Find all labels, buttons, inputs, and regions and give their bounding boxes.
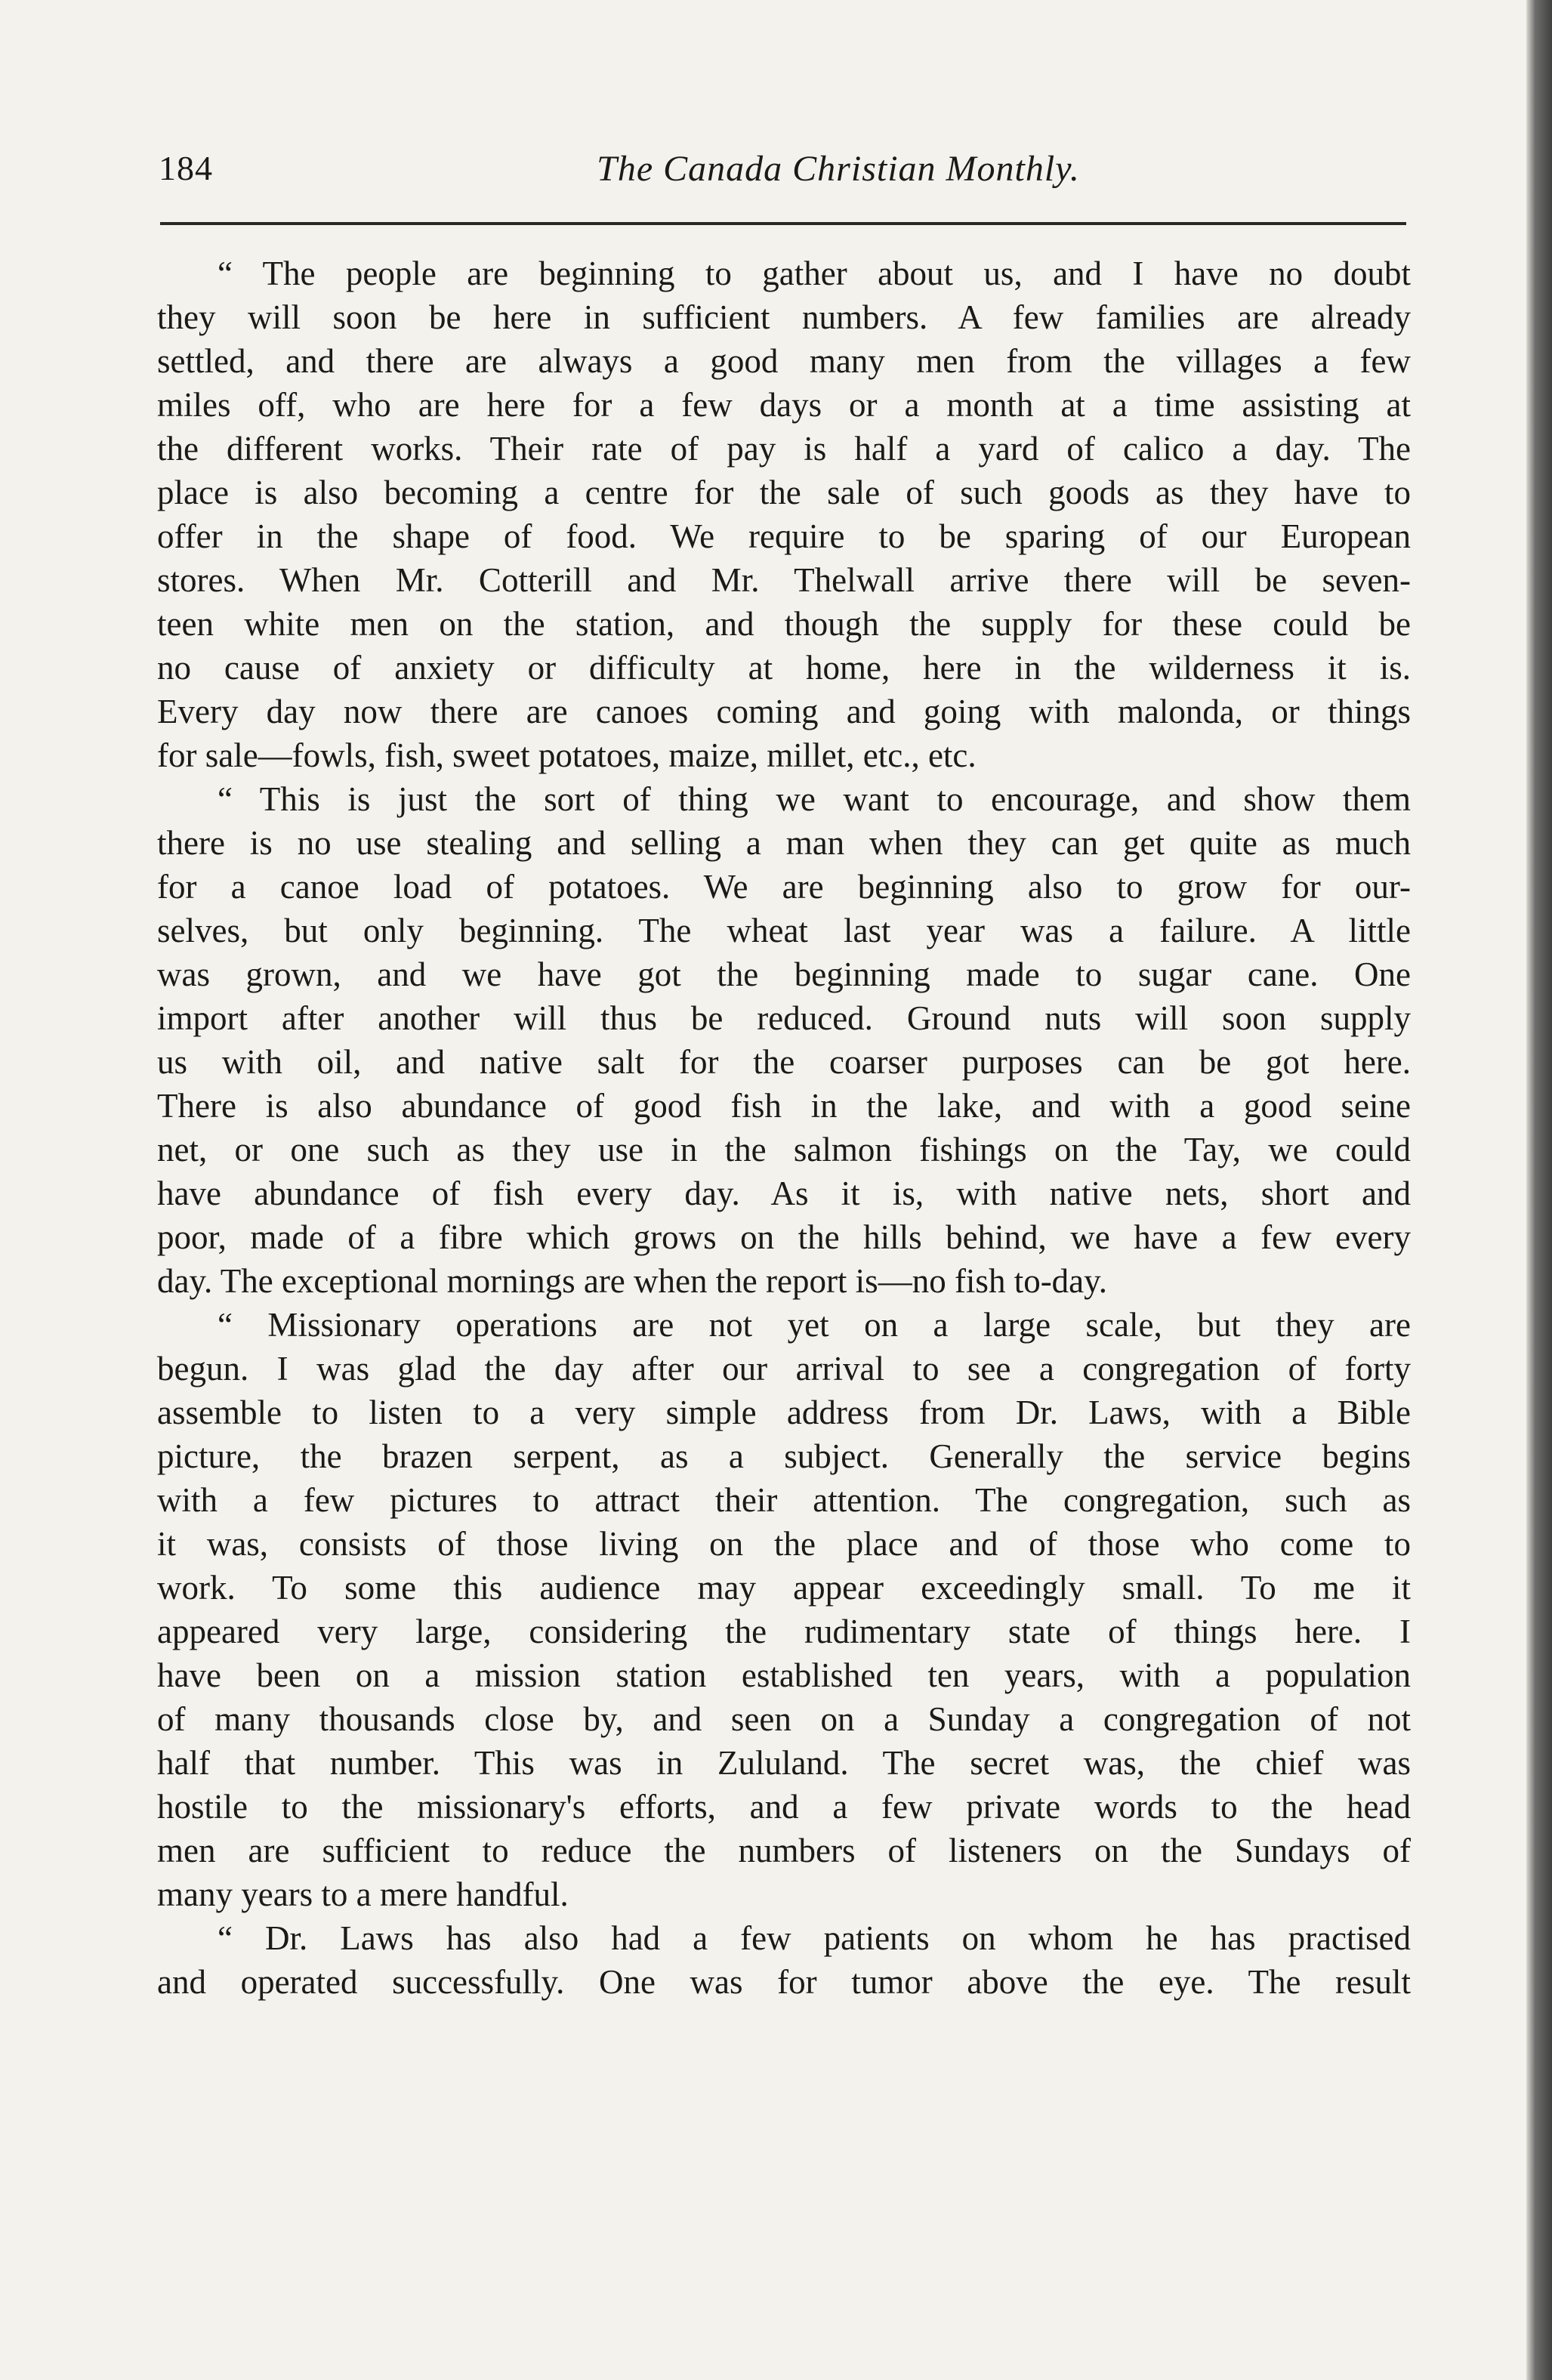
text-line: have abundance of fish every day. As it is, with native nets, short and <box>157 1175 1411 1212</box>
text-line: net, or one such as they use in the salmon fishings on the Tay, we could <box>157 1131 1411 1168</box>
text-line: settled, and there are always a good many men from the villages a few <box>157 342 1411 380</box>
text-line: “ Dr. Laws has also had a few patients on whom he has practised <box>218 1919 1411 1957</box>
text-line: of many thousands close by, and seen on a Sunday a congregation of not <box>157 1700 1411 1738</box>
text-line: half that number. This was in Zululand. The secret was, the chief was <box>157 1744 1411 1782</box>
text-line: it was, consists of those living on the place and of those who come to <box>157 1525 1411 1563</box>
text-line: for a canoe load of potatoes. We are beginning also to grow for our- <box>157 868 1411 906</box>
text-line: teen white men on the station, and though the supply for these could be <box>157 605 1411 643</box>
text-line: they will soon be here in sufficient numbers. A few families are already <box>157 298 1411 336</box>
text-line: work. To some this audience may appear exceedingly small. To me it <box>157 1569 1411 1607</box>
running-title: The Canada Christian Monthly. <box>597 149 1080 189</box>
text-line: day. The exceptional mornings are when the report is—no fish to-day. <box>157 1262 1107 1300</box>
text-line: hostile to the missionary's efforts, and a few private words to the head <box>157 1788 1411 1826</box>
text-line: have been on a mission station established ten years, with a population <box>157 1656 1411 1694</box>
text-line: Every day now there are canoes coming and going with malonda, or things <box>157 693 1411 730</box>
page-number: 184 <box>159 149 213 187</box>
text-line: “ Missionary operations are not yet on a large scale, but they are <box>218 1306 1411 1344</box>
text-line: no cause of anxiety or difficulty at home, here in the wilderness it is. <box>157 649 1411 687</box>
page-header <box>159 148 1412 201</box>
text-line: appeared very large, considering the rudimentary state of things here. I <box>157 1613 1411 1650</box>
text-line: for sale—fowls, fish, sweet potatoes, maize, millet, etc., etc. <box>157 736 977 774</box>
text-line: assemble to listen to a very simple address from Dr. Laws, with a Bible <box>157 1394 1411 1431</box>
text-line: with a few pictures to attract their attention. The congregation, such as <box>157 1481 1411 1519</box>
text-line: stores. When Mr. Cotterill and Mr. Thelwall arrive there will be seven- <box>157 561 1411 599</box>
article-body <box>157 252 1411 2004</box>
text-line: import after another will thus be reduced. Ground nuts will soon supply <box>157 999 1411 1037</box>
text-line: many years to a mere handful. <box>157 1875 569 1913</box>
text-line: There is also abundance of good fish in the lake, and with a good seine <box>157 1087 1411 1125</box>
text-line: “ The people are beginning to gather about us, and I have no doubt <box>218 255 1411 292</box>
text-line: place is also becoming a centre for the sale of such goods as they have to <box>157 474 1411 511</box>
text-line: was grown, and we have got the beginning made to sugar cane. One <box>157 955 1411 993</box>
text-line: us with oil, and native salt for the coarser purposes can be got here. <box>157 1043 1411 1081</box>
text-line: begun. I was glad the day after our arrival to see a congregation of forty <box>157 1350 1411 1388</box>
text-line: and operated successfully. One was for tumor above the eye. The result <box>157 1963 1411 2001</box>
text-line: “ This is just the sort of thing we want to encourage, and show them <box>218 780 1411 818</box>
text-line: picture, the brazen serpent, as a subject. Generally the service begins <box>157 1437 1411 1475</box>
text-line: selves, but only beginning. The wheat last year was a failure. A little <box>157 912 1411 949</box>
text-line: poor, made of a fibre which grows on the hills behind, we have a few every <box>157 1218 1411 1256</box>
text-line: men are sufficient to reduce the numbers of listeners on the Sundays of <box>157 1832 1411 1869</box>
scan-edge-shadow <box>1526 0 1552 2380</box>
text-line: there is no use stealing and selling a man when they can get quite as much <box>157 824 1411 862</box>
text-line: the different works. Their rate of pay is half a yard of calico a day. The <box>157 430 1411 468</box>
text-line: miles off, who are here for a few days or a month at a time assisting at <box>157 386 1411 424</box>
header-rule <box>160 222 1406 225</box>
text-line: offer in the shape of food. We require to be sparing of our European <box>157 517 1411 555</box>
